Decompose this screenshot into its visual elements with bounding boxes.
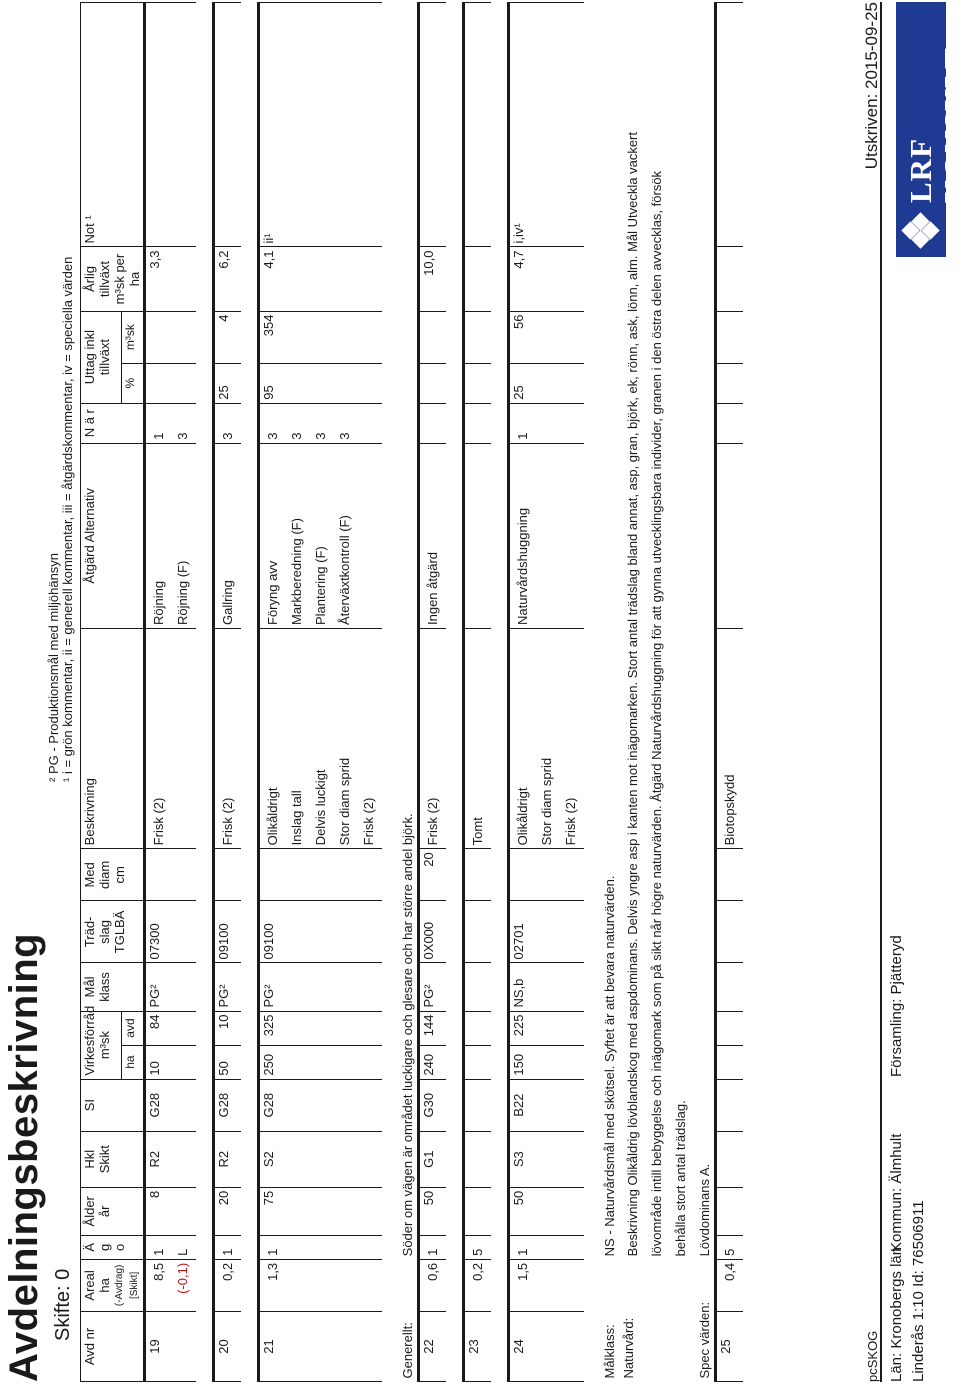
table-row xyxy=(145,3,197,1382)
cell-tradslag: 02701 xyxy=(509,901,585,963)
cell-beskrivning-line: Frisk (2) xyxy=(425,797,440,846)
cell-beskrivning-line: Frisk (2) xyxy=(151,797,166,846)
cell-atgard xyxy=(716,443,744,628)
cell-virke-ha xyxy=(464,1045,492,1079)
cell-uttag-pct xyxy=(419,363,447,403)
cell-tradslag: 07300 xyxy=(145,901,197,963)
cell-atgard xyxy=(419,443,447,628)
cell-uttag-pct: 25 xyxy=(509,363,585,403)
naturvard-line: behålla stort antal trädslag. xyxy=(673,1100,688,1257)
logo-mark-icon xyxy=(902,211,940,249)
cell-ago xyxy=(145,1235,197,1259)
cell-si xyxy=(464,1079,492,1131)
cell-mal: PG² xyxy=(145,963,197,1011)
header-virke-ha: ha xyxy=(121,1045,144,1079)
cell-med-diam xyxy=(259,849,383,901)
cell-not xyxy=(419,3,447,247)
cell-tradslag: 09100 xyxy=(214,901,242,963)
cell-mal xyxy=(464,963,492,1011)
cell-alder: 75 xyxy=(259,1187,383,1235)
header-atgard: Åtgärd Alternativ xyxy=(81,443,145,628)
cell-areal xyxy=(716,1259,744,1311)
cell-hkl: S3 xyxy=(509,1131,585,1187)
cell-beskrivning-line: Frisk (2) xyxy=(220,797,235,846)
cell-ago-ago: 1 xyxy=(220,1248,235,1256)
cell-alder: 20 xyxy=(214,1187,242,1235)
cell-avd: 23 xyxy=(464,1311,492,1381)
cell-atgard-line: Markberedning (F) xyxy=(289,518,304,625)
cell-nar-line: 1 xyxy=(515,432,530,440)
cell-uttag-pct xyxy=(145,363,197,403)
footnote-comments: ¹ i = grön kommentar, ii = generell kommentar, iii = åtgärdskommentar, iv = speciella värden xyxy=(60,256,75,782)
cell-beskrivning-line: Stor diam sprid xyxy=(539,757,554,846)
cell-med-diam xyxy=(716,849,744,901)
cell-mal: PG² xyxy=(259,963,383,1011)
spec-row-text: Lövdominans A. xyxy=(697,1163,712,1257)
cell-uttag-m3 xyxy=(419,311,447,363)
cell-uttag-m3: 4 xyxy=(214,311,242,363)
cell-nar-line: 3 xyxy=(337,432,352,440)
cell-atgard-line: Plantering (F) xyxy=(313,546,328,625)
cell-hkl xyxy=(716,1131,744,1187)
cell-not: i,iv¹ xyxy=(509,3,585,247)
row-spacer xyxy=(743,3,759,1382)
header-areal-main: Areal ha xyxy=(82,1270,112,1301)
cell-ago-ago: 1 xyxy=(515,1248,530,1256)
cell-ago-ago_extra: L xyxy=(175,1248,190,1256)
cell-beskrivning xyxy=(464,629,492,849)
cell-areal xyxy=(259,1259,383,1311)
cell-areal-value: 1,5 xyxy=(515,1262,530,1281)
cell-nar xyxy=(509,403,585,443)
cell-tillvaxt xyxy=(716,247,744,311)
cell-uttag-m3 xyxy=(464,311,492,363)
cell-virke-avd: 225 xyxy=(509,1011,585,1045)
header-areal xyxy=(81,1259,145,1311)
row-spacer xyxy=(491,3,509,1382)
naturvard-row xyxy=(619,3,695,1382)
row-spacer xyxy=(196,3,214,1382)
cell-ago-ago: 1 xyxy=(265,1248,280,1256)
cell-alder xyxy=(464,1187,492,1235)
cell-atgard-line: Återväxtkontroll (F) xyxy=(337,515,352,625)
cell-beskrivning xyxy=(509,629,585,849)
cell-mal xyxy=(716,963,744,1011)
cell-virke-avd: 325 xyxy=(259,1011,383,1045)
cell-virke-ha: 150 xyxy=(509,1045,585,1079)
parish-label: Församling: Pjätteryd xyxy=(888,935,905,1077)
cell-nar xyxy=(419,403,447,443)
print-date: Utskriven: 2015-09-25 xyxy=(862,2,881,170)
lrf-konsult-logo xyxy=(896,2,972,257)
cell-virke-ha: 50 xyxy=(214,1045,242,1079)
header-nar: N ä r xyxy=(81,403,145,443)
cell-nar xyxy=(214,403,242,443)
table-row xyxy=(419,3,447,1382)
header-mal: Mål klass xyxy=(81,963,145,1011)
spec-row-label: Spec värden: xyxy=(697,1301,712,1379)
cell-avd: 22 xyxy=(419,1311,447,1381)
cell-virke-avd: 10 xyxy=(214,1011,242,1045)
header-tradslag: Träd- slag TGLBÄ xyxy=(81,901,145,963)
cell-hkl: R2 xyxy=(145,1131,197,1187)
cell-beskrivning xyxy=(716,629,744,849)
cell-virke-ha: 250 xyxy=(259,1045,383,1079)
header-hkl: Hkl Skikt xyxy=(81,1131,145,1187)
cell-areal xyxy=(419,1259,447,1311)
cell-beskrivning-line: Olikåldrigt xyxy=(515,787,530,846)
cell-nar xyxy=(716,403,744,443)
cell-virke-avd: 144 xyxy=(419,1011,447,1045)
cell-areal-value: 8,5 xyxy=(151,1262,166,1281)
cell-virke-ha: 240 xyxy=(419,1045,447,1079)
cell-beskrivning-line: Tomt xyxy=(470,817,485,846)
cell-mal: NS,b xyxy=(509,963,585,1011)
cell-areal xyxy=(464,1259,492,1311)
cell-beskrivning xyxy=(419,629,447,849)
cell-med-diam xyxy=(214,849,242,901)
cell-si: G28 xyxy=(214,1079,242,1131)
table-row xyxy=(259,3,383,1382)
cell-uttag-pct: 95 xyxy=(259,363,383,403)
generellt-row-label: Generellt: xyxy=(400,1322,415,1379)
cell-ago xyxy=(716,1235,744,1259)
cell-tillvaxt: 3,3 xyxy=(145,247,197,311)
naturvard-line: Beskrivning Olikåldrig lövblandskog med aspdominans. Delvis yngre asp i kanten mot inägomarken. Stort antal trädslag bland annat, asp, gran, björk, ek, rönn, ask, lönn, alm. Mål Utveckla vackert xyxy=(625,132,640,1257)
header-areal-skikt: [Skikt] xyxy=(129,1271,140,1299)
cell-ago xyxy=(259,1235,383,1259)
header-beskrivning: Beskrivning xyxy=(81,629,145,849)
malklass-row-text: NS - Naturvårdsmål med skötsel. Syftet är att bevara naturvärden. xyxy=(602,875,617,1257)
cell-areal-value: 1,3 xyxy=(265,1262,280,1281)
cell-ago-ago: 5 xyxy=(470,1248,485,1256)
cell-si xyxy=(716,1079,744,1131)
cell-alder: 50 xyxy=(509,1187,585,1235)
cell-virke-ha: 10 xyxy=(145,1045,197,1079)
cell-beskrivning xyxy=(145,629,197,849)
cell-med-diam: 20 xyxy=(419,849,447,901)
cell-areal-value: 0,4 xyxy=(722,1262,737,1281)
cell-beskrivning-line: Biotopskydd xyxy=(722,774,737,846)
cell-atgard xyxy=(509,443,585,628)
cell-atgard-line: Gallring xyxy=(220,580,235,625)
table-row xyxy=(716,3,744,1382)
row-spacer xyxy=(446,3,464,1382)
cell-areal-value: 0,6 xyxy=(425,1262,440,1281)
cell-tradslag xyxy=(464,901,492,963)
cell-avd: 20 xyxy=(214,1311,242,1381)
cell-ago xyxy=(509,1235,585,1259)
cell-ago-ago: 5 xyxy=(722,1248,737,1256)
cell-si: G28 xyxy=(145,1079,197,1131)
naturvard-row-label: Naturvård: xyxy=(621,1317,636,1379)
cell-uttag-pct xyxy=(716,363,744,403)
header-med-diam: Med diam cm xyxy=(81,849,145,901)
footnote-pg: ² PG - Produktionsmål med miljöhänsyn xyxy=(46,552,61,782)
naturvard-row-text xyxy=(619,3,695,1260)
cell-atgard-line: Ingen åtgärd xyxy=(425,551,440,625)
cell-hkl: G1 xyxy=(419,1131,447,1187)
cell-tillvaxt: 6,2 xyxy=(214,247,242,311)
cell-beskrivning xyxy=(214,629,242,849)
header-virke-avd: avd xyxy=(121,1011,144,1045)
cell-hkl: R2 xyxy=(214,1131,242,1187)
cell-tillvaxt: 4,1 xyxy=(259,247,383,311)
municipality-label: Kommun: Älmhult xyxy=(888,1133,905,1252)
cell-not xyxy=(464,3,492,247)
table-body xyxy=(145,3,760,1382)
generellt-row-text: Söder om vägen är området luckigare och glesare och har större andel björk. xyxy=(400,813,415,1257)
cell-atgard-line: Röjning xyxy=(151,580,166,625)
cell-not xyxy=(716,3,744,247)
cell-mal: PG² xyxy=(419,963,447,1011)
cell-tradslag xyxy=(716,901,744,963)
cell-med-diam xyxy=(145,849,197,901)
cell-nar-line: 3 xyxy=(175,432,190,440)
header-avd: Avd nr xyxy=(81,1311,145,1381)
cell-ago-ago: 1 xyxy=(151,1248,166,1256)
cell-nar-line: 3 xyxy=(220,432,235,440)
header-virke: Virkesförråd m³sk xyxy=(81,1011,122,1079)
cell-uttag-m3 xyxy=(716,311,744,363)
property-id: Linderås 1:10 Id: 76506911 xyxy=(910,1200,927,1382)
row-spacer xyxy=(241,3,259,1382)
cell-med-diam xyxy=(509,849,585,901)
cell-ago-ago: 1 xyxy=(425,1248,440,1256)
cell-alder xyxy=(716,1187,744,1235)
cell-atgard xyxy=(464,443,492,628)
cell-atgard-line: Föryng avv xyxy=(265,560,280,625)
header-tillvaxt: Årlig tillväxt m³sk per ha xyxy=(81,247,145,311)
cell-atgard-line: Röjning (F) xyxy=(175,560,190,625)
cell-areal xyxy=(145,1259,197,1311)
cell-si: G28 xyxy=(259,1079,383,1131)
cell-nar xyxy=(259,403,383,443)
cell-beskrivning-line: Inslag tall xyxy=(289,790,304,846)
header-uttag-m3: m³sk xyxy=(121,311,144,363)
cell-areal-value: 0,2 xyxy=(220,1262,235,1281)
header-uttag-pct: % xyxy=(121,363,144,403)
row-spacer xyxy=(382,3,398,1382)
cell-ago xyxy=(464,1235,492,1259)
header-not: Not ¹ xyxy=(81,3,145,247)
cell-beskrivning-line: Olikåldrigt xyxy=(265,787,280,846)
cell-uttag-m3: 56 xyxy=(509,311,585,363)
logo-text: LRF KONSULT xyxy=(903,47,972,203)
cell-beskrivning-line: Frisk (2) xyxy=(563,797,578,846)
cell-nar-line: 3 xyxy=(265,432,280,440)
cell-atgard xyxy=(145,443,197,628)
table-row xyxy=(464,3,492,1382)
cell-tradslag: 09100 xyxy=(259,901,383,963)
cell-beskrivning xyxy=(259,629,383,849)
cell-uttag-m3 xyxy=(145,311,197,363)
cell-si: G30 xyxy=(419,1079,447,1131)
cell-mal: PG² xyxy=(214,963,242,1011)
spec-row xyxy=(695,3,716,1382)
header-uttag: Uttag inkl tillväxt xyxy=(81,311,122,403)
header-si: SI xyxy=(81,1079,145,1131)
cell-virke-avd xyxy=(716,1011,744,1045)
cell-alder: 50 xyxy=(419,1187,447,1235)
cell-tillvaxt: 10,0 xyxy=(419,247,447,311)
header-ago: Ä g o xyxy=(81,1235,145,1259)
skifte-label: Skifte: 0 xyxy=(52,1268,74,1341)
cell-beskrivning-line: Delvis luckigt xyxy=(313,769,328,846)
cell-avd: 25 xyxy=(716,1311,744,1381)
cell-virke-avd xyxy=(464,1011,492,1045)
cell-avd: 19 xyxy=(145,1311,197,1381)
cell-nar-line: 3 xyxy=(289,432,304,440)
cell-beskrivning-line: Frisk (2) xyxy=(361,797,376,846)
table-row xyxy=(509,3,585,1382)
cell-areal-extra: (-0,1) xyxy=(175,1262,190,1294)
cell-atgard xyxy=(259,443,383,628)
naturvard-line: lövområde intill bebyggelse och inägomark som på sikt når högre naturvärden. Åtgärd Naturvårdshuggning för att gynna utvecklingsbara individer, granen i den östra delen avvecklas, försök xyxy=(649,170,664,1257)
cell-nar xyxy=(464,403,492,443)
header-alder: Ålder år xyxy=(81,1187,145,1235)
generellt-row xyxy=(398,3,419,1382)
cell-nar xyxy=(145,403,197,443)
cell-uttag-m3: 354 xyxy=(259,311,383,363)
cell-nar-line: 1 xyxy=(151,432,166,440)
cell-not xyxy=(214,3,242,247)
cell-hkl: S2 xyxy=(259,1131,383,1187)
cell-alder: 8 xyxy=(145,1187,197,1235)
cell-tillvaxt: 4,7 xyxy=(509,247,585,311)
cell-ago xyxy=(214,1235,242,1259)
malklass-row xyxy=(600,3,619,1382)
header-areal-avdrag: (-Avdrag) xyxy=(114,1264,125,1307)
cell-areal xyxy=(214,1259,242,1311)
cell-hkl xyxy=(464,1131,492,1187)
cell-not xyxy=(145,3,197,247)
page-title: Avdelningsbeskrivning xyxy=(2,932,46,1382)
cell-tradslag: 0X000 xyxy=(419,901,447,963)
footer-divider xyxy=(880,2,882,1382)
cell-uttag-pct: 25 xyxy=(214,363,242,403)
cell-si: B22 xyxy=(509,1079,585,1131)
county-label: Län: Kronobergs län xyxy=(888,1246,905,1382)
table-header xyxy=(81,3,145,1382)
row-spacer xyxy=(584,3,600,1382)
cell-atgard-line: Naturvårdshuggning xyxy=(515,507,530,625)
cell-not: ii¹ xyxy=(259,3,383,247)
cell-med-diam xyxy=(464,849,492,901)
cell-virke-avd: 84 xyxy=(145,1011,197,1045)
software-label: pcSKOG xyxy=(865,1330,880,1382)
cell-uttag-pct xyxy=(464,363,492,403)
cell-beskrivning-line: Stor diam sprid xyxy=(337,757,352,846)
cell-areal-value: 0,2 xyxy=(470,1262,485,1281)
cell-avd: 24 xyxy=(509,1311,585,1381)
stand-table xyxy=(80,2,759,1382)
cell-tillvaxt xyxy=(464,247,492,311)
malklass-row-label: Målklass: xyxy=(602,1324,617,1379)
cell-ago xyxy=(419,1235,447,1259)
cell-avd: 21 xyxy=(259,1311,383,1381)
cell-nar-line: 3 xyxy=(313,432,328,440)
cell-areal xyxy=(509,1259,585,1311)
cell-virke-ha xyxy=(716,1045,744,1079)
table-row xyxy=(214,3,242,1382)
cell-atgard xyxy=(214,443,242,628)
